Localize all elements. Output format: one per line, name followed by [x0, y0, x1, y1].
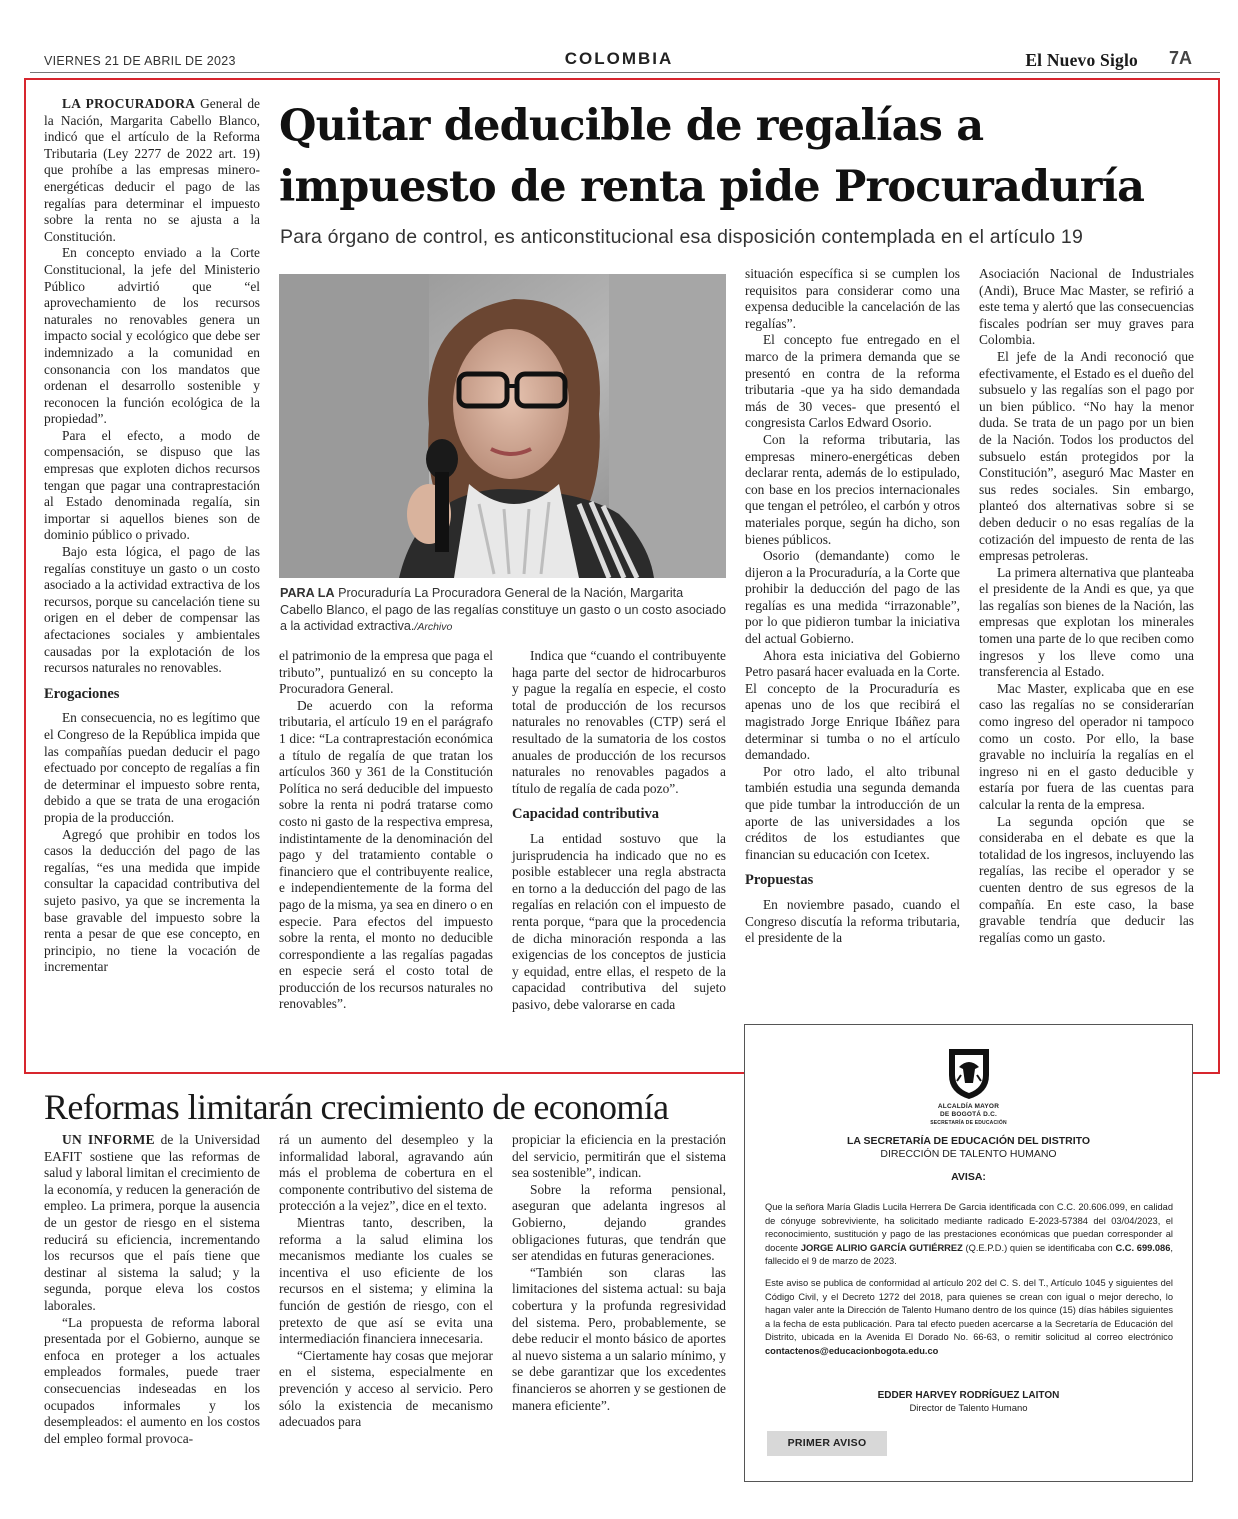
paragraph: Mac Master, explicaba que en ese caso las regalías no se considerarían como ingreso del operador ni tampoco como un costo. Por ello, la base gravable no incluiría la regalías en el ingreso ni en el gasto deducible y estaría por fuera de las cuentas para calcular la renta de la empresa. — [979, 680, 1194, 812]
paragraph: Mientras tanto, describen, la reforma a la salud elimina los mecanismos mediante los cuales se incentiva el uso eficiente de los recursos en el sistema; y elimina la función de gestión de riesgo, con el pretexto de que así se evita una intermediación financiera innecesaria. — [279, 1214, 493, 1347]
signer-title: Director de Talento Humano — [909, 1403, 1028, 1414]
paragraph: Sobre la reforma pensional, aseguran que adelanta ingresos al Gobierno, dejando grandes obligaciones futuras, que tendrán que ser atendidas en futuras generaciones. — [512, 1181, 726, 1264]
deceased-name: JORGE ALIRIO GARCÍA GUTIÉRREZ — [800, 1242, 963, 1253]
lead-in: UN INFORME — [62, 1132, 155, 1147]
article-column-4 — [745, 266, 960, 947]
caption-text: Procuraduría La Procuradora General de la Nación, Margarita Cabello Blanco, el pago de las regalías constituye un gasto o un costo asociado a la actividad extractiva. — [280, 586, 726, 633]
deceased-id: C.C. 699.086 — [1115, 1242, 1171, 1253]
article-column-1 — [44, 96, 260, 976]
paragraph: de la Universidad EAFIT sostiene que las reformas de salud y laboral limitan el crecimiento de la economía, y reducen la generación de empleo. La primera, porque la ausencia de un gestor de riesgo en el sistema reducirá su eficiencia, incrementando los recursos que el país tiene que destinar al sistema la salud; y la segunda, porque eleva los costos laborales. — [44, 1132, 261, 1313]
caption-lead: PARA LA — [280, 586, 335, 600]
procuradora-photo — [279, 274, 726, 578]
article2-headline: Reformas limitarán crecimiento de economía — [44, 1087, 669, 1127]
issue-date: VIERNES 21 DE ABRIL DE 2023 — [44, 54, 236, 68]
subheading: Erogaciones — [44, 685, 120, 702]
notice-text: (Q.E.P.D.) quien se identificaba con — [962, 1242, 1116, 1253]
lead-in: LA PROCURADORA — [62, 96, 196, 111]
paragraph: “La propuesta de reforma laboral presentada por el Gobierno, aunque se enfoca en proteger a los actuales empleados formales, puede traer consecuencias indeseadas en los ocupados informales y los desempleados: el aumento en los costos del empleo formal provoca- — [44, 1314, 260, 1446]
paragraph: “También son claras las limitaciones del sistema actual: su baja cobertura y la profunda regresividad del sistema. Pero, probablemente, se debe reducir el monto básico de aportes al nuevo sistema a un salario mínimo, y se debe garantizar que los excedentes financieros se ahorren y se gestionen de manera eficiente”. — [512, 1264, 726, 1413]
notice-department: DIRECCIÓN DE TALENTO HUMANO — [880, 1148, 1057, 1160]
paragraph: Ahora esta iniciativa del Gobierno Petro pasará hacer evaluada en la Corte. El concepto de la Procuraduría es apenas uno de los que recibirá el magistrado Jorge Enrique Ibáñez para determinar si tumba o no el artículo demandado. — [745, 647, 960, 763]
notice-avisa: AVISA: — [951, 1171, 986, 1183]
paragraph: El jefe de la Andi reconoció que efectivamente, el Estado es el dueño del subsuelo y las regalías son el pago por un bien público. “No hay la menor duda. Se trata de un pago por un bien de la Nación. Todos los productos del subsuelo están protegidos por la Constitución”, aseguró Mac Master en sus redes sociales. Sin embargo, planteó dos alternativas sobre si se deben deducir o no esas regalías de la cotización del impuesto de renta de las empresas petroleras. — [979, 348, 1194, 564]
article-column-3 — [512, 648, 726, 1013]
paragraph: situación específica si se cumplen los requisitos para considerar como una expensa deducible la cancelación de las regalías”. — [745, 266, 960, 331]
paragraph: En noviembre pasado, cuando el Congreso discutía la reforma tributaria, el presidente de la — [745, 896, 960, 946]
article-photo — [279, 274, 726, 578]
article-subheadline: Para órgano de control, es anticonstitucional esa disposición contemplada en el artículo 19 — [280, 226, 1084, 248]
article2-column-2 — [279, 1132, 493, 1431]
paragraph: La entidad sostuvo que la jurisprudencia ha indicado que no es posible establecer una regla abstracta en torno a la deducción del pago de las regalías en relación con el impuesto de renta porque, “para que la procedencia de dicha minoración responda a las exigencias de los conceptos de justicia y equidad, entre ellas, el respeto de la capacidad contributiva del sujeto pasivo, debe valorarse en cada — [512, 830, 726, 1012]
primer-aviso-badge: PRIMER AVISO — [767, 1431, 887, 1456]
org-name-line1: ALCALDÍA MAYOR — [937, 1103, 1000, 1110]
newspaper-name: El Nuevo Siglo — [1025, 50, 1138, 70]
paragraph: rá un aumento del desempleo y la informalidad laboral, agravando aún más el problema de cobertura en el componente contributivo del sistema de protección a la vejez”, dice en el texto. — [279, 1132, 493, 1214]
paragraph: La primera alternativa que planteaba el presidente de la Andi es que, ya que las regalías son bienes de la Nación, las empresas que explotan los minerales tomen una parte de lo que reciben como ingresos y los lleve como una transferencia al Estado. — [979, 564, 1194, 680]
paragraph: Agregó que prohibir en todos los casos la deducción del pago de las regalías, “es una medida que impide consultar la capacidad contributiva del sujeto pasivo, ya que se incrementa la base gravable del impuesto sobre la renta a pesar de que ese concepto, en principio, no tiene la vocación de incrementar — [44, 826, 260, 975]
header-divider — [30, 72, 1220, 73]
notice-paragraph-1 — [765, 1201, 1173, 1269]
notice-paragraph-2 — [765, 1277, 1173, 1359]
subheading: Capacidad contributiva — [512, 806, 660, 823]
caption-credit: /Archivo — [414, 621, 453, 633]
paragraph: “Ciertamente hay cosas que mejorar en el sistema, especialmente en prevención y acceso al servicio. Pero sólo la existencia de mecanismo adecuados para — [279, 1347, 493, 1430]
paragraph: Osorio (demandante) como le dijeron a la Procuraduría, a la Corte que prohibir la deducción del pago de las regalías es una medida “irrazonable”, por lo que pidieron tumbar la iniciativa del actual Gobierno. — [745, 548, 960, 647]
paragraph: propiciar la eficiencia en la prestación del servicio, permitirán que el sistema sea sostenible”, indican. — [512, 1132, 726, 1181]
org-name-line3: SECRETARÍA DE EDUCACIÓN — [930, 1120, 1007, 1126]
paragraph: En concepto enviado a la Corte Constitucional, la jefe del Ministerio Público advirtió que “el aprovechamiento de los recursos naturales no renovables genera un impacto social y ecológico que debe ser indemnizado a la comunidad en consonancia con los mandatos que ordenan el desarrollo sostenible y reconocen la función ecológica de la propiedad”. — [44, 245, 260, 427]
legal-notice-ad — [744, 1024, 1193, 1482]
paragraph: La segunda opción que se consideraba en el debate es que la totalidad de los ingresos, incluyendo las regalías, las recibe el operador y se cuenten dentro de sus egresos de la compañía. En este caso, la base gravable tendría que deducir las regalías como un gasto. — [979, 813, 1194, 945]
paragraph: Con la reforma tributaria, las empresas minero-energéticas deben declarar renta, además de lo estipulado, con base en los precios internacionales que tengan el petróleo, el carbón y otros materiales porque, según ha dicho, son bienes públicos. — [745, 431, 960, 547]
page-number: 7A — [1168, 48, 1192, 68]
paragraph: Indica que “cuando el contribuyente haga parte del sector de hidrocarburos y pague la regalía en especie, el costo total de producción de los recursos naturales no renovables (CTP) será el resultado de la sumatoria de los costos anuales de producción de los recursos naturales no renovables pagados a título de regalía de cada pozo”. — [512, 648, 726, 796]
paragraph: El concepto fue entregado en el marco de la primera demanda que se presentó en contra de la reforma tributaria -que ya ha sido demandada más de 30 veces- que presentó el congresista Carlos Edward Osorio. — [745, 332, 960, 431]
section-title: COLOMBIA — [564, 49, 674, 68]
paragraph: De acuerdo con la reforma tributaria, el artículo 19 en el parágrafo 1 dice: “La contraprestación económica a título de regalía de que tratan los artículos 360 y 361 de la Constitución Política no será deducible del impuesto sobre la renta ni podrá tratarse como costo ni gasto de la respectiva empresa, indistintamente de la denominación del pago y del tratamiento contable o financiero que el contribuyente realice, e independientemente de la forma del pago de la misma, ya sea en dinero o en especie. Para efectos del impuesto sobre la renta, el monto no deducible correspondiente a las regalías pagadas en especie será el costo total de producción de los recursos naturales no renovables”. — [279, 697, 493, 1012]
signer-name: EDDER HARVEY RODRÍGUEZ LAITON — [877, 1390, 1060, 1401]
article-column-5 — [979, 266, 1194, 946]
paragraph: Por otro lado, el alto tribunal también estudia una segunda demanda que pide tumbar la introducción de un aporte de las universidades a los créditos de los estudiantes que financian su educación con Icetex. — [745, 763, 960, 862]
notice-text: Este aviso se publica de conformidad al artículo 202 del C. S. del T., Artículo 1045 y siguientes del Código Civil, y el Decreto 1272 del 2018, para quienes se crean con igual o mejor derecho, lo hagan valer ante la Dirección de Talento Humano dentro de los quince (15) días hábiles siguientes a la fecha de esta publicación. Para tal efecto pueden acercarse a la Secretaría de Educación del Distrito, ubicada en la Avenida El Dorado No. 66-63, o remitir solicitud al correo electrónico — [765, 1278, 1173, 1343]
article2-column-1 — [44, 1132, 260, 1447]
notice-text: , fallecido el 9 de marzo de 2023. — [765, 1242, 1173, 1267]
notice-text: Que la señora María Gladis Lucila Herrera De Garcia identificada con C.C. 20.606.099, en calidad de cónyuge sobreviviente, ha solicitado mediante radicado E-2023-57384 del 03/04/2023, el reconocimiento, sustitución y pago de las prestaciones económicas que puedan corresponder al docente — [765, 1202, 1173, 1253]
paragraph: Asociación Nacional de Industriales (Andi), Bruce Mac Master, se refirió a este tema y alertó que las consecuencias fiscales podrían ser muy graves para Colombia. — [979, 266, 1194, 348]
subheading: Propuestas — [745, 872, 814, 889]
org-name-line2: DE BOGOTÁ D.C. — [940, 1111, 997, 1118]
article2-column-3 — [512, 1132, 726, 1414]
article-column-2 — [279, 648, 493, 1013]
bogota-crest-icon — [941, 1045, 997, 1101]
paragraph: En consecuencia, no es legítimo que el Congreso de la República impida que las compañías puedan deducir el pago efectuado por concepto de regalías a fin de determinar el impuesto sobre renta, debido a que se trata de una erogación propia de la producción. — [44, 710, 260, 825]
paragraph: Para el efecto, a modo de compensación, se dispuso que las empresas que exploten dichos recursos tengan que pagar una contraprestación al Estado denominada regalía, sin importar si aquellos bienes son de dominio público o privado. — [44, 427, 260, 543]
paragraph: General de la Nación, Margarita Cabello Blanco, indicó que el artículo de la Reforma Tributaria (Ley 2277 de 2022 art. 19) que prohíbe a las empresas minero-energéticas deducir el pago de las regalías para determinar el impuesto sobre la renta no se ajusta a la Constitución. — [44, 96, 260, 244]
paragraph: el patrimonio de la empresa que paga el tributo”, puntualizó en su concepto la Procuradora General. — [279, 648, 493, 697]
photo-caption — [280, 585, 726, 636]
notice-issuer: LA SECRETARÍA DE EDUCACIÓN DEL DISTRITO — [846, 1135, 1091, 1147]
contact-email: contactenos@educacionbogota.edu.co — [765, 1345, 939, 1356]
article-headline: Quitar deducible de regalías a impuesto de renta pide Procuraduría — [279, 101, 1145, 212]
paragraph: Bajo esta lógica, el pago de las regalías constituye un gasto o un costo asociado a la actividad extractiva de los recursos, porque su cancelación tiene su origen en el deber de compensar las afectaciones sociales y ambientales causadas por la explotación de los recursos naturales no renovables. — [44, 544, 260, 676]
